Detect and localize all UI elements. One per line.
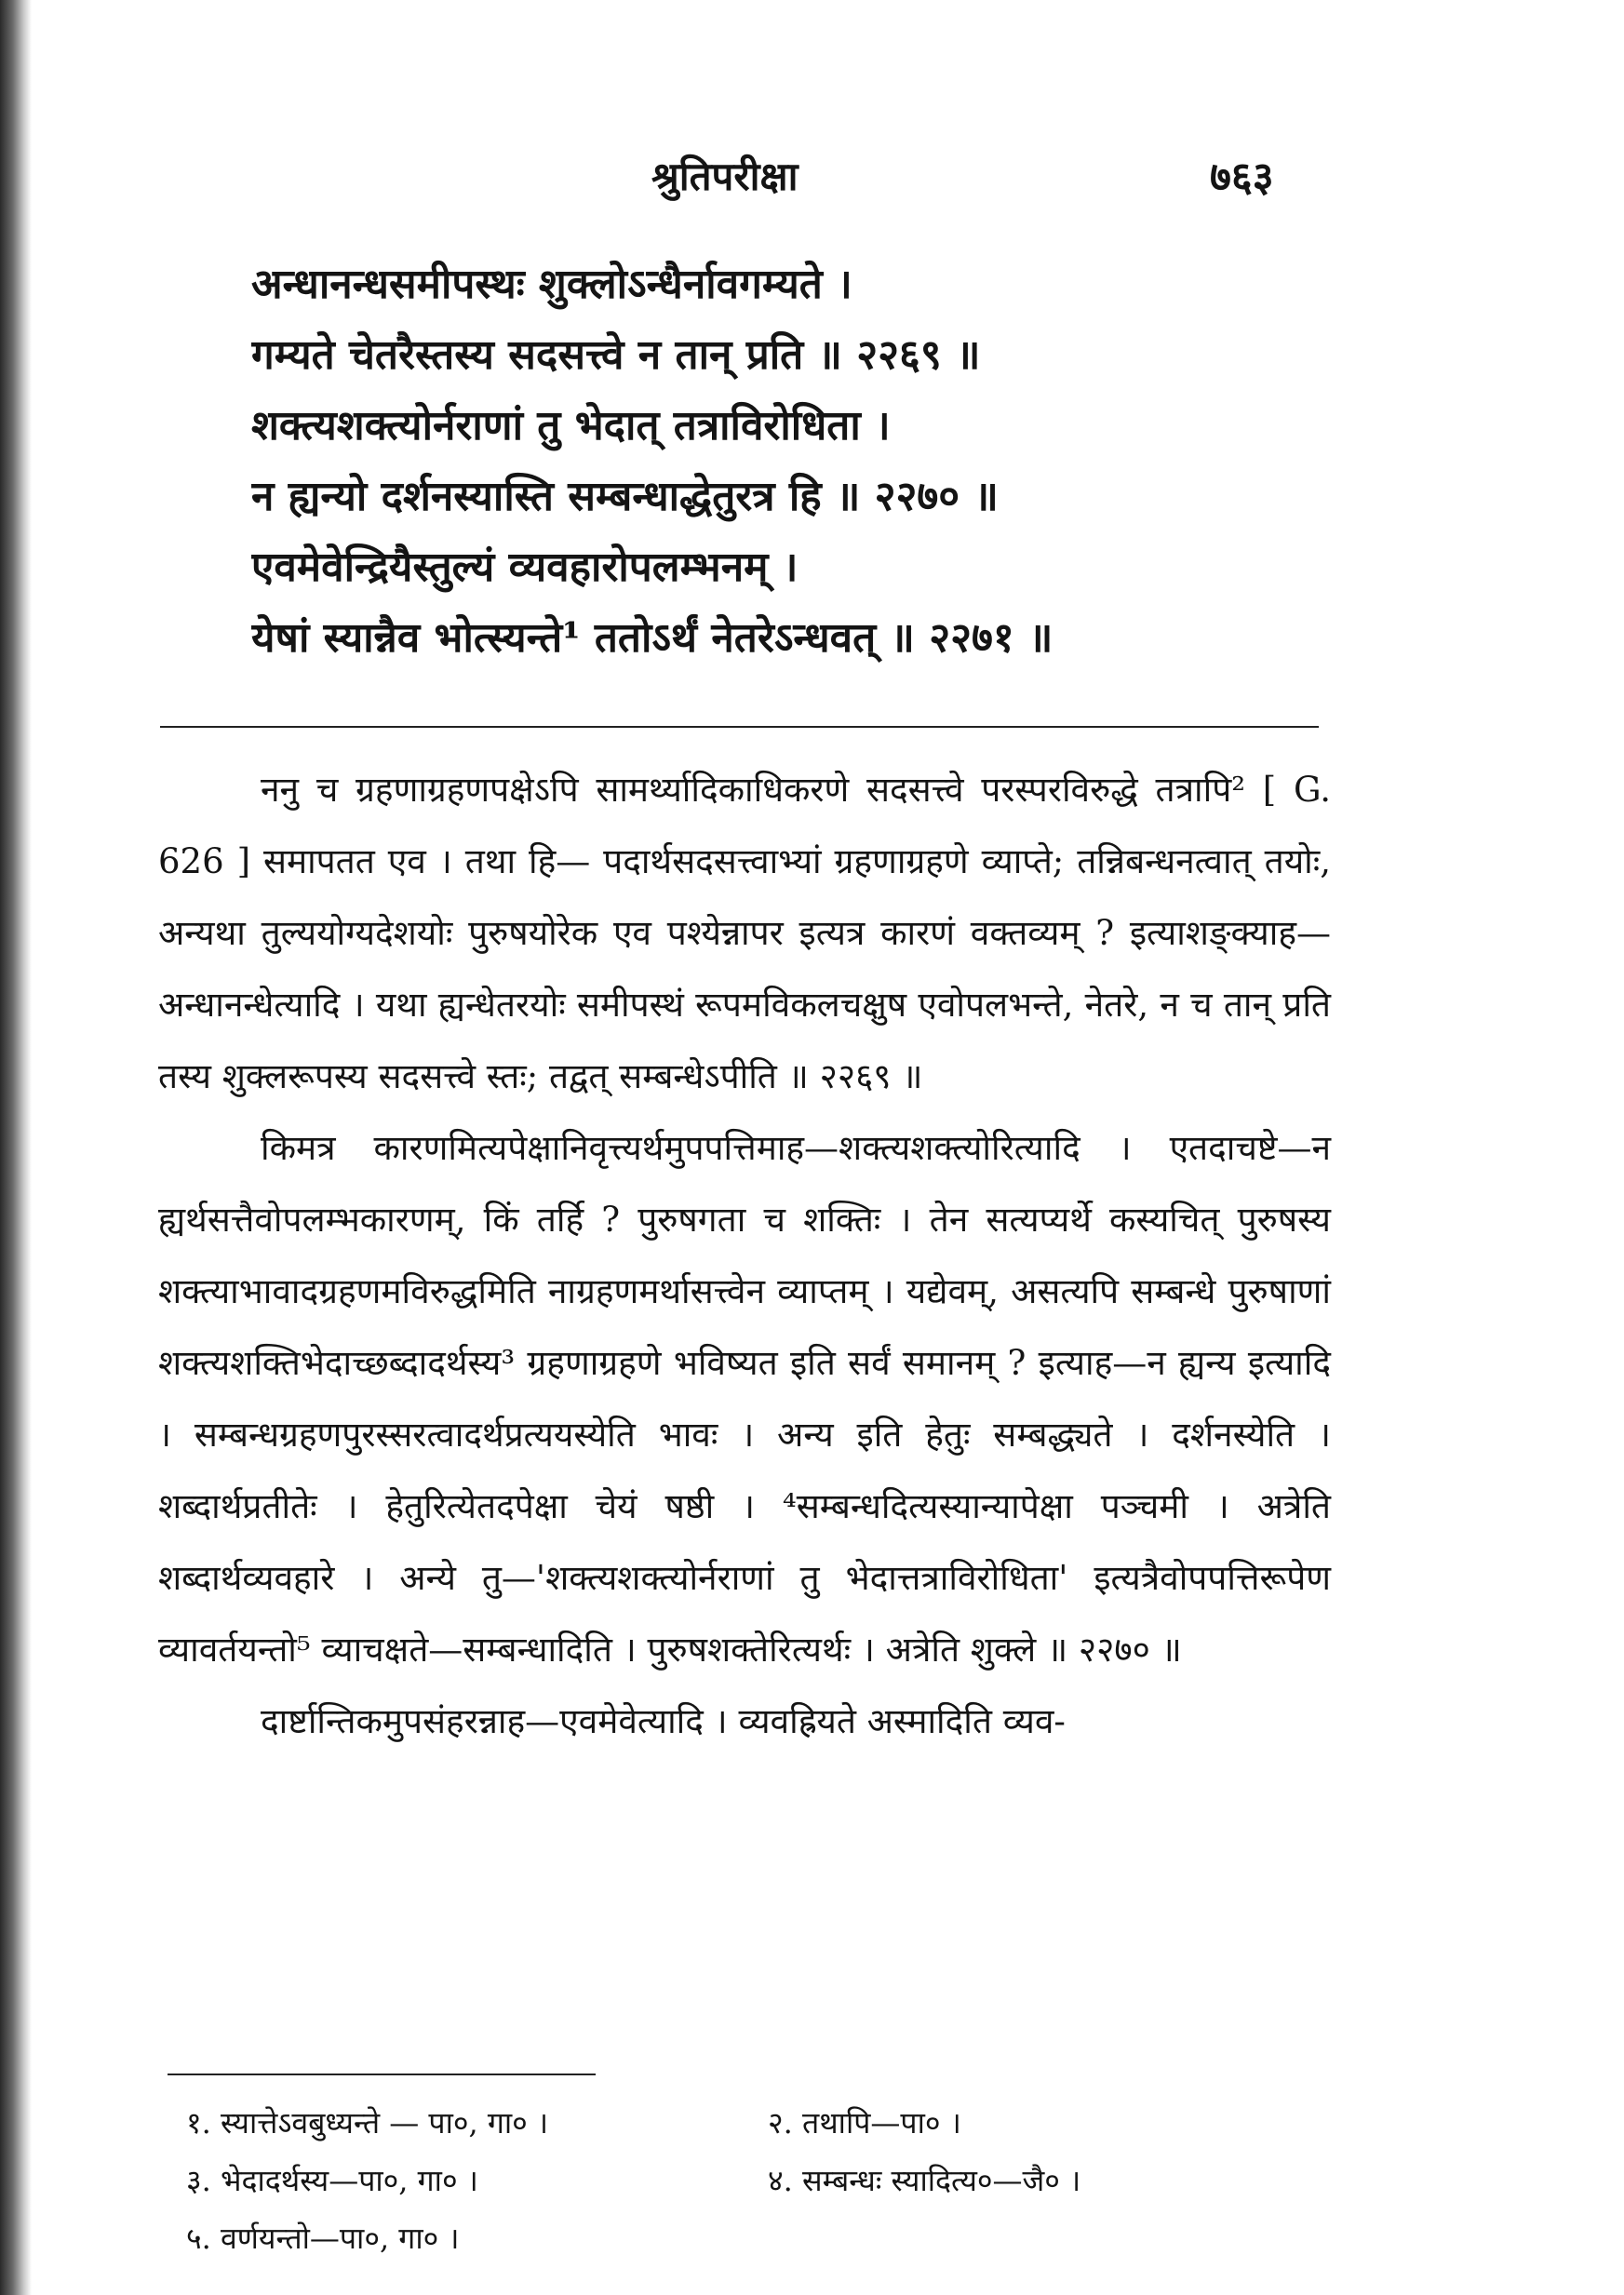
verse-line: न ह्यन्यो दर्शनस्यास्ति सम्बन्धाद्धेतुरत्र हि ॥ २२७० ॥ (251, 473, 999, 520)
page-header (0, 149, 1624, 223)
verse-line: अन्धानन्धसमीपस्थः शुक्लोऽन्धैर्नावगम्यते । (251, 261, 852, 308)
commentary-paragraph: ननु च ग्रहणाग्रहणपक्षेऽपि सामर्थ्यादिकाधिकरणे सदसत्त्वे परस्परविरुद्धे तत्रापि² [ G. 626 ] समापतत एव । तथा हि— पदार्थसदसत्त्वाभ्यां ग्रहणाग्रहणे व्याप्ते; तन्निबन्धनत्वात् तयोः, अन्यथा तुल्ययोग्यदेशयोः पुरुषयोरेक एव पश्येन्नापर इत्यत्र कारणं वक्तव्यम् ? इत्याशङ्क्याह—अन्धानन्धेत्यादि । यथा ह्यन्धेतरयोः समीपस्थं रूपमविकलचक्षुष एवोपलभन्ते, नेतरे, न च तान् प्रति तस्य शुक्लरूपस्य सदसत्त्वे स्तः; तद्वत् सम्बन्धेऽपीति ॥ २२६९ ॥ (158, 770, 1331, 1096)
footnote: १. स्यात्तेऽवबुध्यन्ते — पा०, गा० । (186, 2105, 549, 2141)
book-binding-shadow (0, 0, 32, 2295)
running-title: श्रुतिपरीक्षा (651, 154, 799, 199)
commentary-block (158, 754, 1331, 1757)
verse-block (251, 249, 1331, 674)
footnotes-block (186, 2094, 1349, 2267)
commentary-paragraph: दार्ष्टान्तिकमुपसंहरन्नाह—एवमेवेत्यादि । व्यवह्रियते अस्मादिति व्यव- (261, 1701, 1066, 1741)
footnote: २. तथापि—पा० । (768, 2105, 961, 2141)
verse-separator-rule (160, 726, 1319, 728)
footnote: ५. वर्णयन्तो—पा०, गा० । (186, 2221, 460, 2256)
footnote-separator-rule (168, 2074, 596, 2075)
page-number: ७६३ (1210, 154, 1274, 201)
verse-line: एवमेवेन्द्रियैस्तुल्यं व्यवहारोपलम्भनम् । (251, 544, 799, 591)
verse-line: गम्यते चेतरैस्तस्य सदसत्त्वे न तान् प्रति ॥ २२६९ ॥ (251, 331, 981, 379)
verse-line: शक्त्यशक्त्योर्नराणां तु भेदात् तत्राविरोधिता । (251, 402, 891, 450)
footnote: ४. सम्बन्धः स्यादित्य०—जै० । (768, 2163, 1081, 2198)
verse-line: येषां स्यान्नैव भोत्स्यन्ते¹ ततोऽर्थं नेतरेऽन्धवत् ॥ २२७१ ॥ (251, 614, 1054, 662)
footnote: ३. भेदादर्थस्य—पा०, गा० । (186, 2163, 478, 2198)
commentary-paragraph: किमत्र कारणमित्यपेक्षानिवृत्त्यर्थमुपपत्तिमाह—शक्त्यशक्त्योरित्यादि । एतदाचष्टे—न ह्यर्थसत्तैवोपलम्भकारणम्, किं तर्हि ? पुरुषगता च शक्तिः । तेन सत्यप्यर्थे कस्यचित् पुरुषस्य शक्त्याभावादग्रहणमविरुद्धमिति नाग्रहणमर्थासत्त्वेन व्याप्तम् । यद्येवम्, असत्यपि सम्बन्धे पुरुषाणां शक्त्यशक्तिभेदाच्छब्दादर्थस्य³ ग्रहणाग्रहणे भविष्यत इति सर्वं समानम् ? इत्याह—न ह्यन्य इत्यादि । सम्बन्धग्रहणपुरस्सरत्वादर्थप्रत्ययस्येति भावः । अन्य इति हेतुः सम्बद्ध्यते । दर्शनस्येति । शब्दार्थप्रतीतेः । हेतुरित्येतदपेक्षा चेयं षष्ठी । ⁴सम्बन्धदित्यस्यान्यापेक्षा पञ्चमी । अत्रेति शब्दार्थव्यवहारे । अन्ये तु—'शक्त्यशक्त्योर्नराणां तु भेदात्तत्राविरोधिता' इत्यत्रैवोपपत्तिरूपेण व्यावर्तयन्तो⁵ व्याचक्षते—सम्बन्धादिति । पुरुषशक्तेरित्यर्थः । अत्रेति शुक्ले ॥ २२७० ॥ (158, 1128, 1331, 1670)
